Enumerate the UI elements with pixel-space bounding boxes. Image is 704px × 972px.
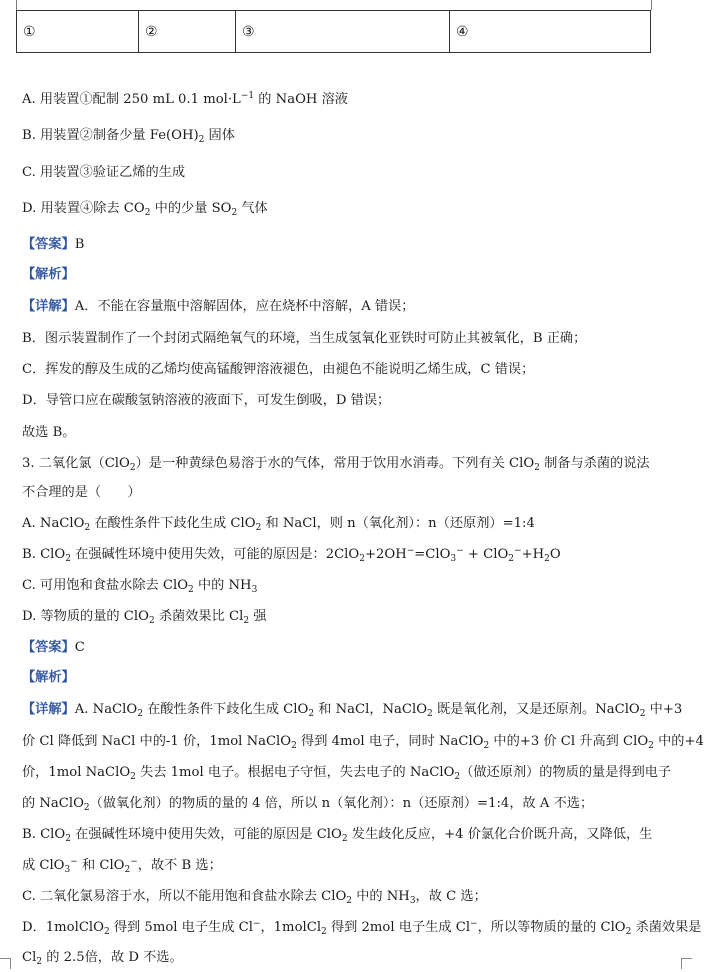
page-corner-mark-right — [681, 958, 692, 969]
q3-stem-line-2: 不合理的是（ ） — [22, 485, 141, 500]
page-corner-mark-left — [0, 958, 11, 969]
q3-analysis-label: 【解析】 — [22, 670, 75, 685]
q3-detail-line-7: C. 二氧化氯易溶于水，所以不能用饱和食盐水除去 ClO$_2$ 中的 $NH_3$，故 C 选； — [22, 889, 487, 906]
table-cell-1: ① — [17, 11, 139, 53]
q3-option-d: D. 等物质的量的 ClO$_2$ 杀菌效果比 $Cl_2$ 强 — [22, 609, 267, 626]
q2-conclusion: 故选 B。 — [22, 425, 76, 440]
table-cell-2: ② — [139, 11, 236, 53]
q2-analysis-label: 【解析】 — [22, 267, 75, 282]
q3-detail-line-3: 价，1mol NaClO$_2$ 失去 1mol 电子。根据电子守恒，失去电子的 NaClO$_2$（做还原剂）的物质的量是得到电子 — [22, 765, 672, 782]
answer-label: 【答案】 — [22, 640, 75, 655]
q2-option-d: D. 用装置④除去 $CO_2$ 中的少量 $SO_2$ 气体 — [22, 201, 268, 218]
q2-option-b: B. 用装置②制备少量 $Fe(OH)_2$ 固体 — [22, 128, 235, 145]
q3-detail-line-8: D．1molClO$_2$ 得到 5mol 电子生成 Cl−，1molCl$_2$ 得到 2mol 电子生成 Cl−，所以等物质的量的 ClO$_2$ 杀菌效果是 — [22, 919, 702, 937]
q2-option-a: A. 用装置①配制 250 mL 0.1 $mol\cdot L^{-1}$ 的 NaOH 溶液 — [22, 91, 348, 107]
q3-option-c: C. 可用饱和食盐水除去 ClO$_2$ 中的 $NH_3$ — [22, 578, 258, 595]
table-row — [17, 11, 651, 53]
q3-detail-line-6: 成 ClO$_3$− 和 ClO$_2$−，故不 B 选； — [22, 857, 222, 875]
answer-value: C — [74, 640, 85, 655]
q3-detail-line-2: 价 Cl 降低到 NaCl 中的-1 价，1mol NaClO$_2$ 得到 4mol 电子，同时 NaClO$_2$ 中的+3 价 Cl 升高到 ClO$_2$ 中的+4 — [22, 734, 704, 751]
q3-detail-line-9: $Cl_2$ 的 2.5倍，故 D 不选。 — [22, 950, 183, 967]
q3-detail-line-4: 的 NaClO$_2$（做氧化剂）的物质的量的 4 倍，所以 n（氧化剂）：n（还原剂）=1:4，故 A 不选； — [22, 796, 594, 813]
q3-option-a: A. NaClO$_2$ 在酸性条件下歧化生成 ClO$_2$ 和 NaCl，则 n（氧化剂）：n（还原剂）=1:4 — [22, 516, 535, 533]
page-border-right — [651, 0, 652, 10]
q2-detail-a: 【详解】A．不能在容量瓶中溶解固体，应在烧杯中溶解，A 错误； — [22, 299, 415, 314]
q3-detail-line-5: B. ClO$_2$ 在强碱性环境中使用失效，可能的原因是 ClO$_2$ 发生歧化反应，+4 价氯化合价既升高，又降低，生 — [22, 827, 653, 844]
q2-detail-b: B．图示装置制作了一个封闭式隔绝氧气的环境，当生成氢氧化亚铁时可防止其被氧化，B 正确； — [22, 331, 587, 346]
answer-label: 【答案】 — [22, 237, 75, 252]
answer-value: B — [74, 237, 85, 252]
table-cell-3: ③ — [236, 11, 450, 53]
q2-detail-c: C．挥发的醇及生成的乙烯均使高锰酸钾溶液褪色，由褪色不能说明乙烯生成，C 错误； — [22, 362, 535, 377]
q2-answer — [22, 236, 682, 254]
table-cell-4: ④ — [450, 11, 651, 53]
q3-option-b: B. ClO$_2$ 在强碱性环境中使用失效，可能的原因是：$2ClO_2+2OH^-=ClO_3^- + ClO_2^-+H_2O$ — [22, 546, 561, 564]
apparatus-table — [16, 10, 651, 53]
q2-option-c: C. 用装置③验证乙烯的生成 — [22, 165, 186, 180]
q3-detail-line-1: 【详解】A. NaClO$_2$ 在酸性条件下歧化生成 ClO$_2$ 和 NaCl，NaClO$_2$ 既是氧化剂，又是还原剂。NaClO$_2$ 中+3 — [22, 702, 683, 719]
q3-stem-line-1: 3. 二氧化氯（ClO$_2$）是一种黄绿色易溶于水的气体，常用于饮用水消毒。下列有关 ClO$_2$ 制备与杀菌的说法 — [22, 456, 650, 473]
q2-detail-d: D．导管口应在碳酸氢钠溶液的液面下，可发生倒吸，D 错误； — [22, 393, 391, 408]
q3-answer — [22, 639, 682, 657]
page-border-left — [16, 0, 17, 10]
